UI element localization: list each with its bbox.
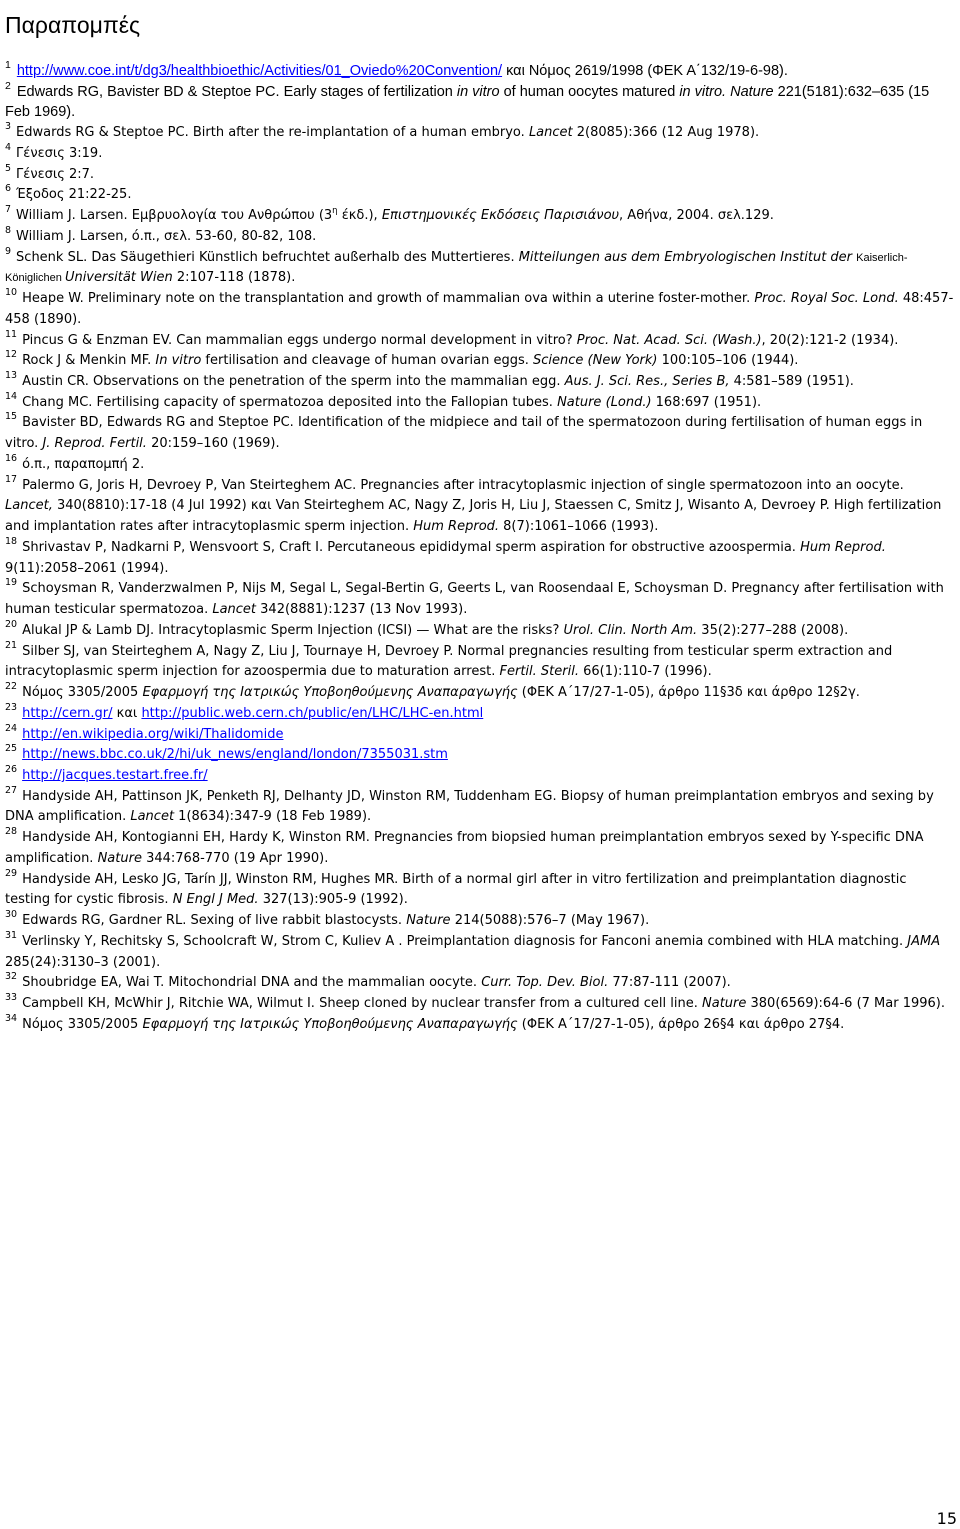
reference-link[interactable]: http://news.bbc.co.uk/2/hi/uk_news/england/london/7355031.stm [22, 747, 448, 763]
reference-item [5, 328, 955, 352]
reference-item [5, 206, 955, 227]
reference-text-italic: Curr. Top. Dev. Biol. [481, 975, 609, 991]
reference-text: 221(5181):632–635 (15 Feb 1969). [5, 83, 930, 121]
reference-text: Νόμος 3305/2005 [22, 685, 143, 701]
reference-number: 2 [5, 79, 11, 92]
reference-item [5, 929, 955, 973]
reference-item [5, 162, 955, 186]
reference-text-italic: Lancet, [5, 498, 53, 514]
reference-text: Handyside AH, Pattinson JK, Penketh RJ, Delhanty JD, Winston RM, Tuddenham EG. Biopsy of human preimplantation embryos and sexing by DNA amplification. [5, 788, 934, 825]
reference-text-italic: Επιστημονικές Εκδόσεις Παρισιάνου [381, 208, 620, 224]
reference-text: 344:768-770 (19 Apr 1990). [141, 850, 329, 866]
reference-item [5, 579, 955, 620]
reference-item [5, 618, 955, 642]
reference-text-italic: Εφαρμογή της Ιατρικώς Υποβοηθούμενης Αναπαραγωγής [142, 1016, 518, 1032]
reference-number: 12 [5, 349, 18, 361]
reference-number: 16 [5, 452, 18, 464]
reference-text: William J. Larsen, ό.π., σελ. 53-60, 80-82, 108. [16, 228, 317, 244]
reference-text-italic: In vitro [155, 353, 202, 369]
reference-text: 2(8085):366 (12 Aug 1978). [572, 125, 760, 141]
reference-text: Edwards RG & Steptoe PC. Birth after the re-implantation of a human embryo. [16, 125, 529, 141]
reference-item [5, 372, 955, 393]
reference-text-italic: Nature [702, 996, 747, 1012]
reference-item [5, 289, 955, 330]
reference-number: 27 [5, 784, 18, 796]
reference-number: 14 [5, 390, 18, 402]
reference-text: Alukal JP & Lamb DJ. Intracytoplasmic Sperm Injection (ICSI) — What are the risks? [22, 622, 564, 638]
reference-number: 9 [5, 245, 12, 257]
reference-text: Handyside AH, Lesko JG, Tarín JJ, Winston RM, Hughes MR. Birth of a normal girl after in vitro fertilization and preimplantation diagnostic testing for cystic fibrosis. [5, 871, 907, 908]
reference-text-small: Kaiserlich-Königlichen [5, 251, 908, 285]
reference-text: , 20(2):121-2 (1934). [761, 332, 899, 348]
reference-number: 25 [5, 743, 18, 755]
reference-text: 4:581–589 (1951). [729, 374, 854, 390]
reference-text: 35(2):277–288 (2008). [697, 622, 849, 638]
reference-item [5, 185, 955, 206]
reference-text: 168:697 (1951). [651, 394, 762, 410]
reference-text: Γένεσις 2:7. [16, 166, 95, 182]
reference-number: 30 [5, 909, 18, 921]
reference-text: Έξοδος 21:22-25. [16, 187, 132, 203]
reference-text: 285(24):3130–3 (2001). [5, 954, 161, 970]
reference-item [5, 79, 955, 123]
reference-link[interactable]: http://cern.gr/ [22, 705, 113, 721]
reference-text: 9(11):2058–2061 (1994). [5, 560, 169, 576]
reference-text-italic: Hum Reprod. [413, 519, 500, 535]
reference-item [5, 413, 955, 454]
reference-text-italic: JAMA [907, 933, 941, 949]
reference-text: ό.π., παραπομπή 2. [22, 456, 145, 472]
reference-text-italic: N Engl J Med. [172, 892, 259, 908]
reference-number: 10 [5, 287, 18, 299]
reference-text: Austin CR. Observations on the penetration of the sperm into the mammalian egg. [22, 374, 565, 390]
reference-number: 34 [5, 1012, 18, 1024]
reference-text: Rock J & Menkin MF. [22, 353, 156, 369]
reference-item [5, 473, 955, 538]
reference-text: of human oocytes matured [499, 83, 680, 100]
reference-text: 48:457-458 (1890). [5, 291, 954, 327]
reference-text: William J. Larsen. Εμβρυολογία του Ανθρώπου (3 [16, 208, 333, 224]
page-number: 15 [936, 1509, 957, 1528]
reference-text-italic: Nature [406, 913, 451, 929]
reference-number: 8 [5, 224, 12, 236]
reference-number: 19 [5, 577, 18, 589]
reference-text: Campbell KH, McWhir J, Ritchie WA, Wilmut I. Sheep cloned by nuclear transfer from a cultured cell line. [22, 996, 702, 1012]
reference-text: 380(6569):64-6 (7 Mar 1996). [746, 996, 945, 1012]
reference-item [5, 390, 955, 414]
reference-text: 327(13):905-9 (1992). [258, 892, 408, 908]
reference-item [5, 452, 955, 476]
reference-text: Palermo G, Joris H, Devroey P, Van Steirteghem AC. Pregnancies after intracytoplasmic injection of single spermatozoon into an oocyte. [22, 477, 904, 493]
reference-text: fertilisation and cleavage of human ovarian eggs. [201, 353, 533, 369]
reference-text-italic: Proc. Nat. Acad. Sci. (Wash.) [576, 332, 762, 348]
reference-number: 31 [5, 929, 18, 941]
reference-text: 100:105–106 (1944). [657, 353, 799, 369]
reference-text: (ΦΕΚ Α΄17/27-1-05), άρθρο 11§3δ και άρθρο 12§2γ. [517, 685, 860, 701]
reference-number: 23 [5, 701, 18, 713]
reference-item [5, 828, 955, 869]
reference-text-italic: Hum Reprod. [800, 539, 886, 555]
reference-text-italic: Lancet [212, 602, 257, 618]
reference-item [5, 61, 955, 82]
reference-text-italic: Εφαρμογή της Ιατρικώς Υποβοηθούμενης Αναπαραγωγής [142, 685, 518, 701]
reference-item [5, 701, 955, 725]
reference-text-italic: Aus. J. Sci. Res., Series B, [564, 374, 730, 390]
reference-text: Handyside AH, Kontogianni EH, Hardy K, Winston RM. Pregnancies from biopsied human preimplantation embryos sexed by Y-specific DNA amplification. [5, 830, 924, 866]
reference-text-italic: Lancet [130, 809, 175, 825]
reference-text: Shrivastav P, Nadkarni P, Wensvoort S, Craft I. Percutaneous epididymal sperm aspiration for obstructive azoospermia. [22, 539, 801, 555]
reference-text: Νόμος 3305/2005 [22, 1016, 143, 1032]
reference-text: Schoysman R, Vanderzwalmen P, Nijs M, Segal L, Segal-Bertin G, Geerts L, van Roosendaal E, Schoysman D. Pregnancy after fertilisation with human testicular spermatozoa. [5, 581, 944, 618]
reference-text-italic: in vitro. Nature [679, 83, 774, 100]
reference-number: 18 [5, 535, 18, 547]
reference-number: 21 [5, 639, 18, 651]
reference-text: Edwards RG, Gardner RL. Sexing of live rabbit blastocysts. [22, 913, 407, 929]
reference-number: 22 [5, 681, 18, 693]
reference-text: έκδ.), [337, 208, 382, 224]
reference-text-italic: Mitteilungen aus dem Embryologischen Institut der [518, 249, 857, 265]
reference-number: 24 [5, 722, 18, 734]
reference-number: 32 [5, 971, 18, 983]
reference-superscript: η [332, 206, 338, 217]
reference-link[interactable]: http://public.web.cern.ch/public/en/LHC/LHC-en.html [141, 705, 484, 721]
reference-number: 4 [5, 141, 12, 153]
reference-text: Γένεσις 3:19. [16, 145, 103, 161]
reference-number: 28 [5, 826, 18, 838]
reference-text-italic: in vitro [456, 83, 500, 100]
reference-text: 214(5088):576–7 (May 1967). [450, 913, 650, 929]
reference-text-italic: Fertil. Steril. [499, 664, 579, 680]
reference-text: Pincus G & Enzman EV. Can mammalian eggs undergo normal development in vitro? [22, 332, 577, 348]
page-title: Παραπομπές [5, 12, 141, 38]
reference-text: 340(8810):17-18 (4 Jul 1992) και Van Steirteghem AC, Nagy Z, Joris H, Liu J, Staessen C, Smitz J, Wisanto A, Devroey P. High fertilization and implantation rates after intracytoplasmic sperm injection. [5, 498, 942, 535]
reference-number: 26 [5, 763, 18, 775]
reference-text: και Νόμος 2619/1998 (ΦΕΚ Α΄132/19-6-98). [502, 63, 788, 79]
reference-item [5, 123, 955, 144]
reference-number: 11 [5, 328, 18, 340]
reference-text-italic: Proc. Royal Soc. Lond. [754, 291, 899, 307]
reference-text-italic: Nature (Lond.) [557, 394, 652, 410]
reference-number: 33 [5, 992, 18, 1004]
reference-item [5, 973, 955, 994]
reference-text: Bavister BD, Edwards RG and Steptoe PC. Identification of the midpiece and tail of the spermatozoon during fertilisation of human eggs in vitro. [5, 415, 923, 452]
reference-link[interactable]: http://en.wikipedia.org/wiki/Thalidomide [22, 726, 284, 742]
reference-text: Verlinsky Y, Rechitsky S, Schoolcraft W, Strom C, Kuliev A . Preimplantation diagnosis for Fanconi anemia combined with HLA matching. [22, 933, 908, 949]
references-list [5, 61, 955, 1036]
reference-item [5, 639, 955, 683]
reference-item [5, 994, 955, 1015]
reference-text-italic: Universität Wien [64, 270, 173, 286]
reference-item [5, 911, 955, 932]
reference-text-italic: J. Reprod. Fertil. [42, 436, 147, 452]
reference-text: , Αθήνα, 2004. σελ.129. [619, 208, 774, 224]
reference-text-italic: Nature [97, 850, 142, 866]
reference-text: Chang MC. Fertilising capacity of spermatozoa deposited into the Fallopian tubes. [22, 394, 558, 410]
reference-text: 20:159–160 (1969). [146, 436, 280, 452]
reference-item [5, 224, 955, 248]
reference-text: Heape W. Preliminary note on the transplantation and growth of mammalian ova within a uterine foster-mother. [22, 291, 755, 307]
reference-text: Schenk SL. Das Säugethieri Künstlich befruchtet außerhalb des Muttertieres. [16, 249, 519, 265]
reference-number: 1 [5, 59, 11, 71]
reference-item [5, 722, 955, 746]
reference-number: 5 [5, 162, 12, 174]
reference-item [5, 1012, 955, 1036]
reference-item [5, 784, 955, 828]
reference-number: 6 [5, 183, 12, 195]
reference-text: 66(1):110-7 (1996). [578, 664, 712, 680]
reference-item [5, 535, 955, 579]
reference-text-italic: Urol. Clin. North Am. [563, 622, 698, 638]
reference-number: 15 [5, 411, 18, 423]
reference-item [5, 245, 955, 289]
reference-text: 1(8634):347-9 (18 Feb 1989). [174, 809, 372, 825]
reference-text: (ΦΕΚ Α΄17/27-1-05), άρθρο 26§4 και άρθρο 27§4. [517, 1016, 845, 1032]
reference-link[interactable]: http://jacques.testart.free.fr/ [22, 767, 208, 783]
reference-number: 20 [5, 618, 18, 630]
reference-link[interactable]: http://www.coe.int/t/dg3/healthbioethic/Activities/01_Oviedo%20Convention/ [16, 63, 503, 79]
reference-item [5, 763, 955, 787]
reference-item [5, 745, 955, 766]
reference-text: 77:87-111 (2007). [608, 975, 731, 991]
reference-item [5, 141, 955, 165]
reference-text-italic: Science (New York) [533, 353, 658, 369]
reference-item [5, 867, 955, 911]
reference-number: 29 [5, 867, 18, 879]
reference-text: 8(7):1061–1066 (1993). [499, 519, 659, 535]
reference-item [5, 351, 955, 372]
reference-item [5, 683, 955, 704]
reference-number: 7 [5, 204, 12, 216]
reference-text-italic: Lancet [528, 125, 573, 141]
reference-text: 2:107-118 (1878). [172, 270, 296, 286]
reference-number: 17 [5, 473, 18, 485]
reference-number: 3 [5, 121, 12, 133]
reference-text: 342(8881):1237 (13 Nov 1993). [256, 602, 468, 618]
reference-text: Shoubridge EA, Wai T. Mitochondrial DNA and the mammalian oocyte. [22, 975, 482, 991]
reference-number: 13 [5, 370, 18, 382]
reference-text: Silber SJ, van Steirteghem A, Nagy Z, Liu J, Tournaye H, Devroey P. Normal pregnancies resulting from testicular sperm extraction and intracytoplasmic sperm injection for azoospermia due to maturation arrest. [5, 643, 893, 680]
reference-text: Edwards RG, Bavister BD & Steptoe PC. Early stages of fertilization [16, 83, 457, 100]
reference-text: και [112, 705, 142, 721]
